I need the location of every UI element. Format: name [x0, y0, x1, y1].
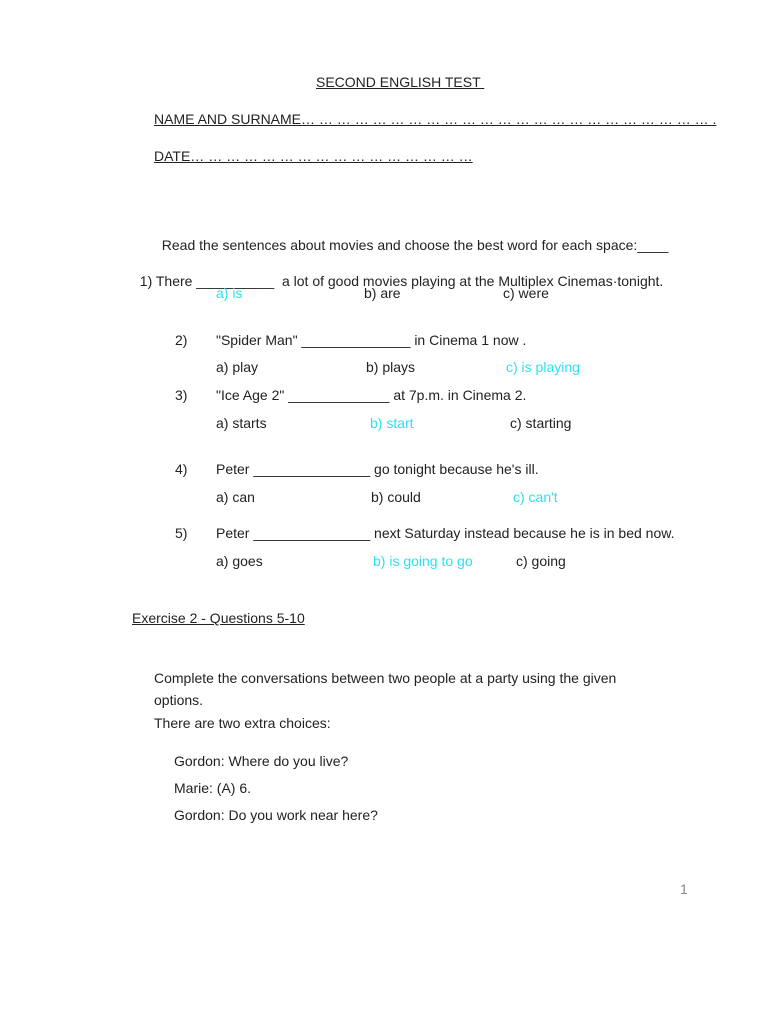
exercise2-heading: Exercise 2 - Questions 5-10: [132, 610, 305, 626]
test-title: SECOND ENGLISH TEST: [316, 74, 485, 90]
page-number: 1: [680, 881, 688, 897]
dialogue-line: Gordon: Where do you live?: [174, 753, 349, 769]
exercise2-instructions-line3: There are two extra choices:: [154, 715, 331, 731]
question-number: 1): [139, 273, 153, 289]
exercise2-instructions-line2: options.: [154, 692, 204, 708]
question-2-option-b: b) plays: [366, 359, 416, 375]
question-3-text: "Ice Age 2" _____________ at 7p.m. in Cinema 2.: [216, 387, 527, 403]
instructions-blank: ____: [637, 237, 669, 253]
question-3-option-c: c) starting: [510, 415, 572, 431]
date-field-line: DATE… … … … … … … … … … … … … … … …: [154, 148, 473, 164]
question-5-option-a: a) goes: [216, 553, 263, 569]
exercise2-instructions-line1: Complete the conversations between two people at a party using the given: [154, 670, 617, 686]
instructions-text: Read the sentences about movies and choose the best word for each space:: [161, 237, 638, 253]
question-3-option-a: a) starts: [216, 415, 267, 431]
question-3-number: 3): [175, 387, 188, 403]
question-5-number: 5): [175, 525, 188, 541]
question-5-option-b: b) is going to go: [373, 553, 473, 569]
dialogue-line: Gordon: Do you work near here?: [174, 807, 378, 823]
exercise1-instructions: [154, 221, 668, 253]
question-3-option-b: b) start: [370, 415, 414, 431]
question-2-option-c: c) is playing: [506, 359, 580, 375]
question-5-text: Peter _______________ next Saturday instead because he is in bed now.: [216, 525, 675, 541]
question-4-option-c: c) can't: [513, 489, 558, 505]
question-5-option-c: c) going: [516, 553, 566, 569]
question-2-text: "Spider Man" ______________ in Cinema 1 now .: [216, 332, 527, 348]
question-2-number: 2): [175, 332, 188, 348]
dialogue-line: Marie: (A) 6.: [174, 780, 252, 796]
question-4-option-b: b) could: [371, 489, 421, 505]
question-1-option-b: b) are: [364, 285, 401, 301]
question-4-number: 4): [175, 461, 188, 477]
question-text: There __________ a lot of good movies playing at the Multiplex Cinemas·tonight.: [155, 273, 664, 289]
question-2-option-a: a) play: [216, 359, 259, 375]
question-1-option-a: a) is: [216, 285, 243, 301]
question-1-option-c: c) were: [503, 285, 549, 301]
question-4-option-a: a) can: [216, 489, 255, 505]
name-field-line: NAME AND SURNAME… … … … … … … … … … … … … … … … … … … … … … … .: [154, 111, 717, 127]
question-4-text: Peter _______________ go tonight because he's ill.: [216, 461, 539, 477]
